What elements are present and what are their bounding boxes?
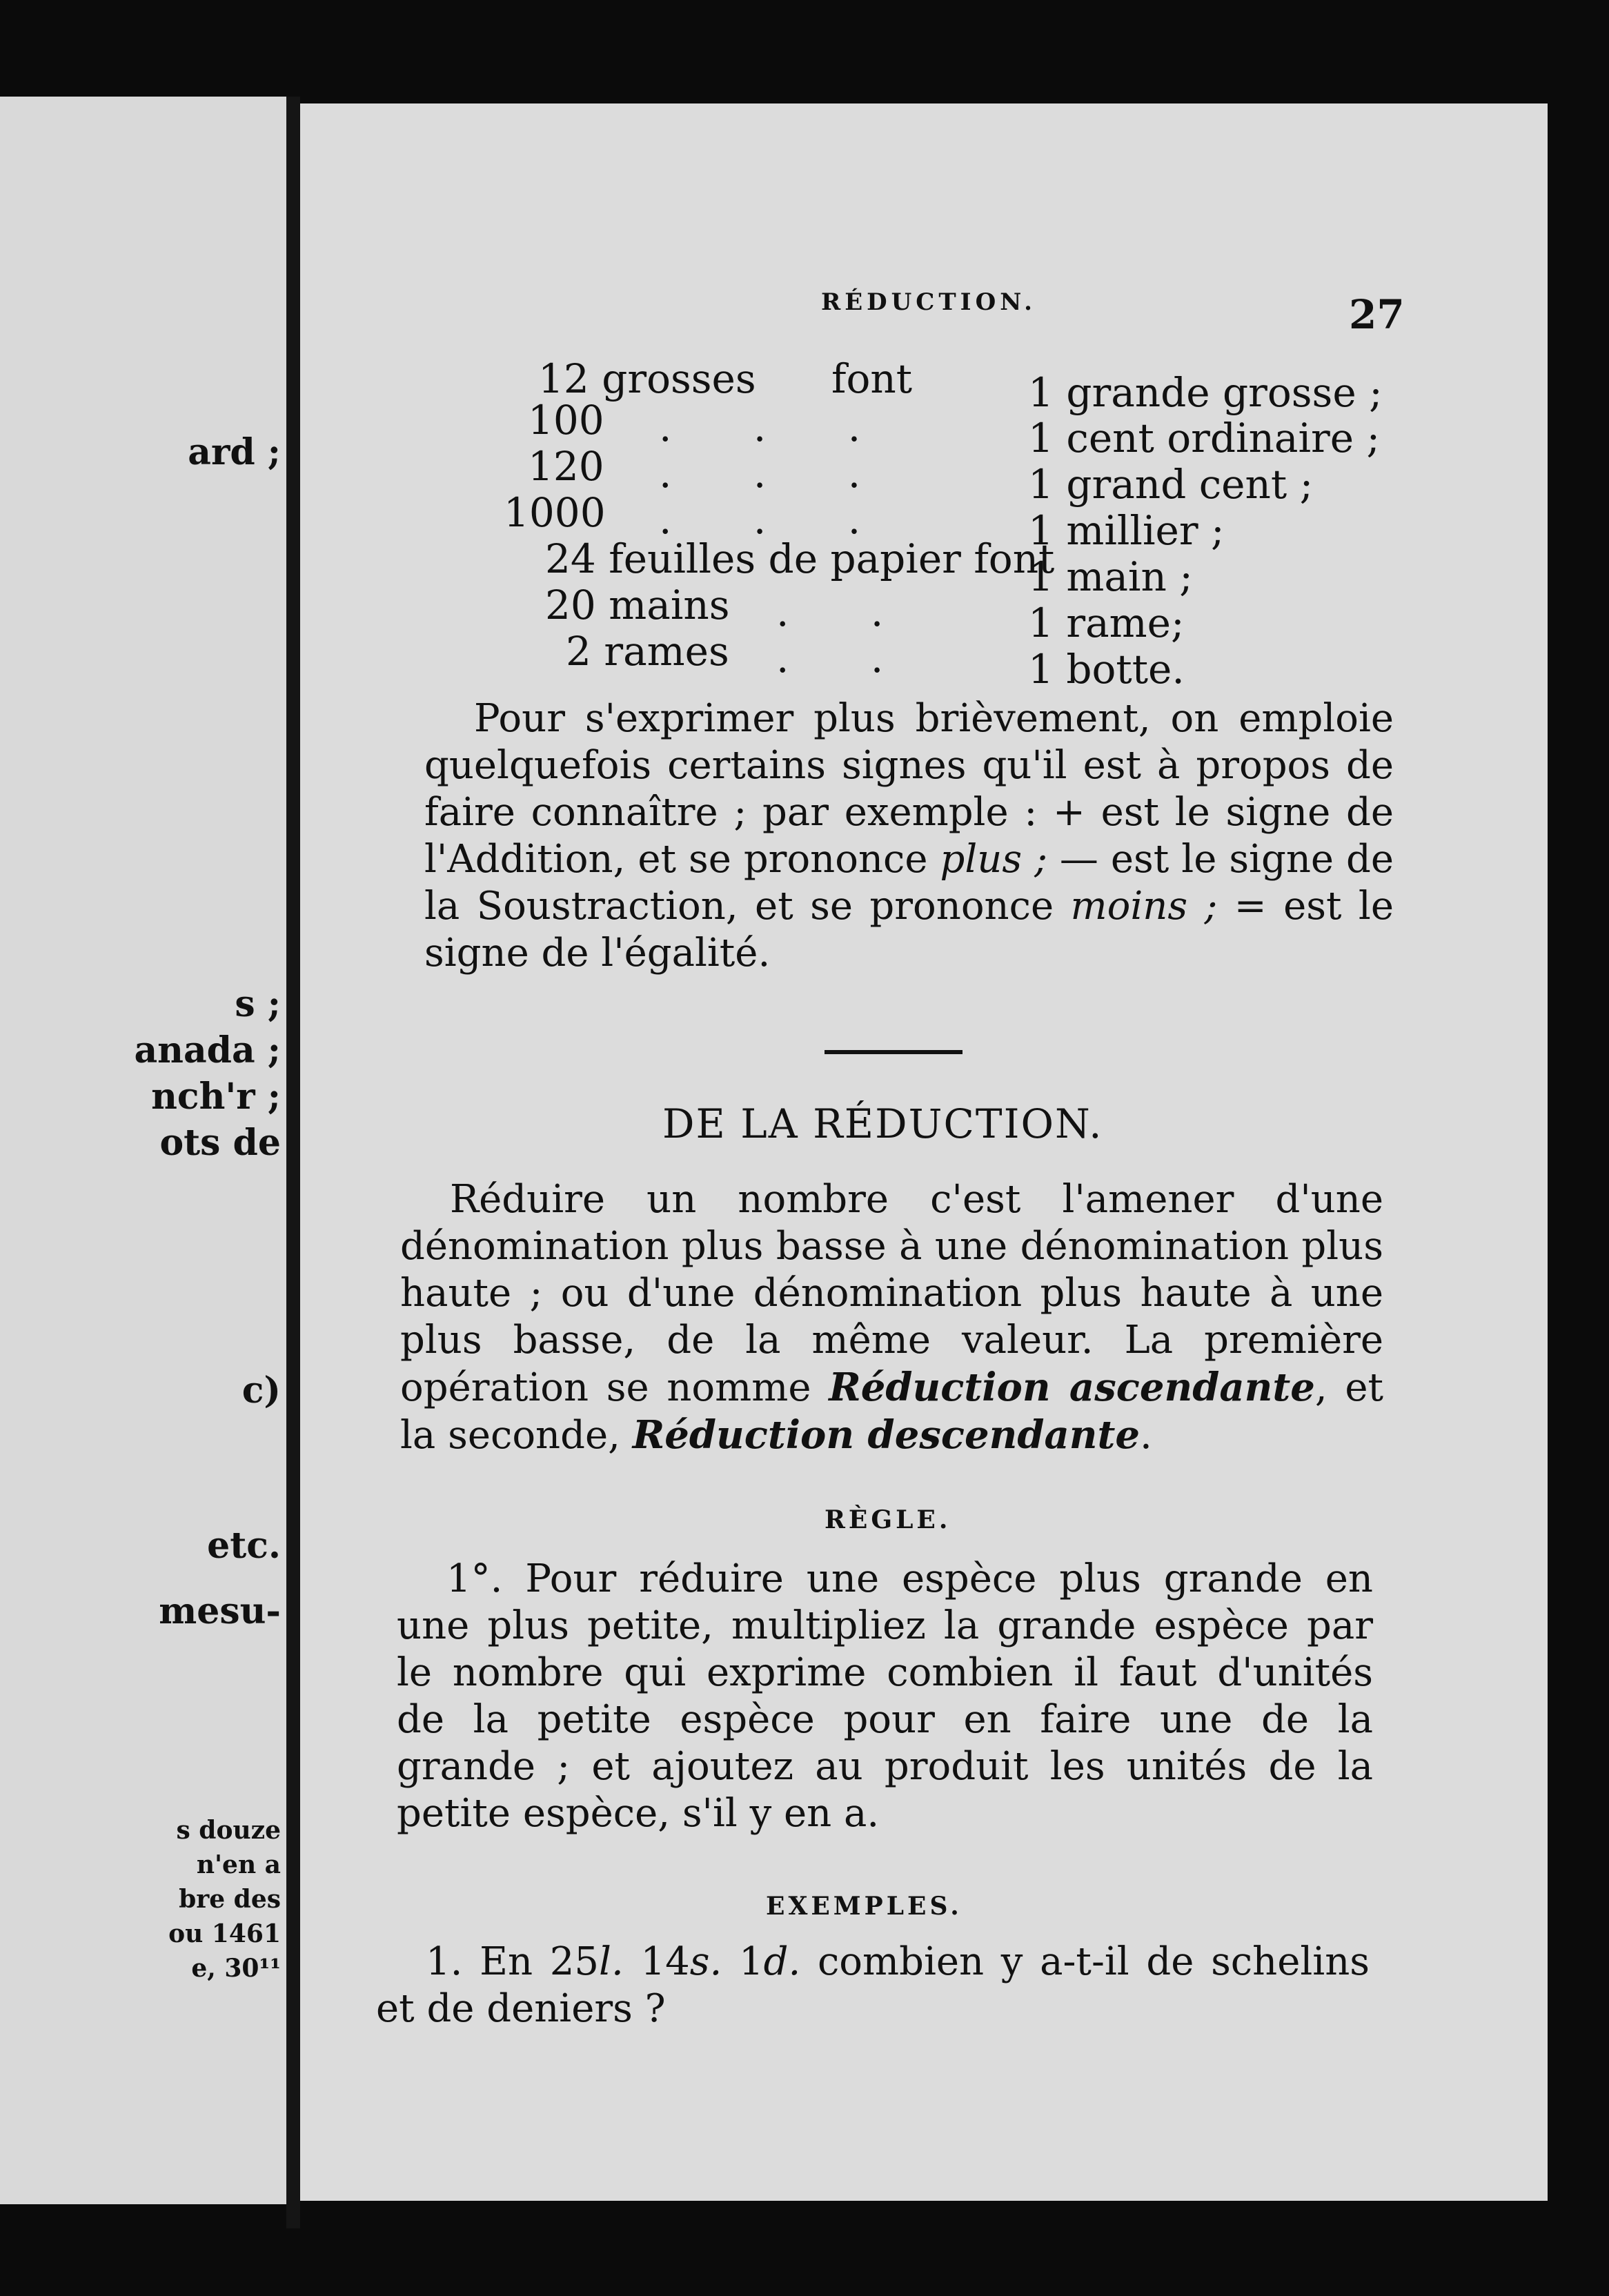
- signs-text-2: — est le signe de la Soustraction, et se prononce: [424, 837, 1394, 929]
- left-footnote-fragment: bre des: [179, 1885, 281, 1914]
- signs-paragraph: [424, 695, 1394, 977]
- table-connector: font: [831, 355, 913, 402]
- table-result: 1 grand cent ;: [1028, 461, 1314, 508]
- left-fragment: c): [241, 1369, 281, 1412]
- unit-livre: l.: [599, 1939, 624, 1984]
- section-divider: [825, 1050, 963, 1054]
- left-page: [0, 97, 286, 2204]
- left-fragment: etc.: [207, 1525, 281, 1567]
- left-footnote-fragment: n'en a: [196, 1850, 281, 1879]
- reduction-descendante: Réduction descendante: [632, 1412, 1140, 1458]
- table-result: 1 grande grosse ;: [1028, 369, 1383, 416]
- example-question: combien y a-t-il de schelins et de deniers ?: [376, 1939, 1370, 2031]
- section-title: DE LA RÉDUCTION.: [662, 1100, 1103, 1147]
- left-footnote-fragment: ou 1461: [168, 1919, 281, 1948]
- rule-heading: RÈGLE.: [825, 1505, 951, 1534]
- plus-word: plus ;: [940, 837, 1047, 882]
- reduction-text-3: .: [1139, 1413, 1152, 1458]
- table-qty: 100: [528, 397, 604, 444]
- book-page: [300, 103, 1548, 2201]
- example-1: [376, 1939, 1370, 2032]
- book-gutter: [286, 97, 300, 2228]
- left-footnote-fragment: s douze: [176, 1816, 281, 1845]
- rule-paragraph: [397, 1556, 1373, 1837]
- left-fragment: mesu-: [159, 1590, 281, 1632]
- left-fragment: s ;: [235, 983, 281, 1025]
- signs-text-1: Pour s'exprimer plus brièvement, on emploie quelquefois certains signes qu'il est à propos de faire connaître ; par exemple : + est le signe de l'Addition, et se prononce: [424, 696, 1394, 882]
- table-result: 1 millier ;: [1028, 507, 1225, 554]
- table-result: 1 cent ordinaire ;: [1028, 415, 1381, 462]
- table-qty: 2 rames: [566, 628, 729, 675]
- examples-heading: EXEMPLES.: [766, 1892, 963, 1921]
- left-fragment: ard ;: [188, 431, 281, 473]
- unit-denier: d.: [763, 1939, 801, 1984]
- left-fragment: ots de: [159, 1122, 281, 1164]
- table-qty: 1000: [504, 489, 606, 536]
- moins-word: moins ;: [1070, 884, 1218, 929]
- table-connector: . .: [776, 588, 918, 635]
- signs-text-3: = est le signe de l'égalité.: [424, 884, 1394, 976]
- table-qty: 24 feuilles de papier font: [545, 535, 1055, 582]
- table-result: 1 main ;: [1028, 553, 1193, 600]
- table-connector: . . .: [659, 496, 896, 543]
- table-qty: 120: [528, 443, 604, 490]
- unit-schelin: s.: [689, 1939, 722, 1984]
- table-result: 1 rame;: [1028, 600, 1185, 646]
- left-fragment: anada ;: [134, 1029, 281, 1071]
- table-result: 1 botte.: [1028, 646, 1185, 693]
- rule-text: 1°. Pour réduire une espèce plus grande en une plus petite, multipliez la grande espèce par le nombre qui exprime combien il faut d'unités de la petite espèce pour en faire une de la grande ; et ajoutez au produit les unités de la petite espèce, s'il y en a.: [397, 1556, 1373, 1836]
- reduction-text-1: Réduire un nombre c'est l'amener d'une dénomination plus basse à une dénomination plus haute ; ou d'une dénomination plus haute à une plus basse, de la même valeur. La première opération se nomme: [400, 1177, 1383, 1410]
- left-footnote-fragment: e, 30¹¹: [191, 1954, 281, 1983]
- running-head: RÉDUCTION.: [821, 288, 1036, 316]
- table-connector: . . .: [659, 404, 896, 451]
- table-connector: . . .: [659, 450, 896, 497]
- reduction-paragraph: [400, 1176, 1383, 1459]
- example-num-2: 14: [623, 1939, 690, 1984]
- table-qty: 12 grosses: [538, 355, 756, 402]
- page-number: 27: [1349, 291, 1405, 338]
- left-fragment: nch'r ;: [151, 1076, 281, 1118]
- reduction-text-2: , et la seconde,: [400, 1365, 1383, 1458]
- table-connector: . .: [776, 635, 918, 682]
- table-qty: 20 mains: [545, 582, 730, 629]
- example-num-3: 1: [722, 1939, 764, 1984]
- example-prefix: 1. En 25: [426, 1939, 600, 1984]
- reduction-ascendante: Réduction ascendante: [829, 1365, 1315, 1410]
